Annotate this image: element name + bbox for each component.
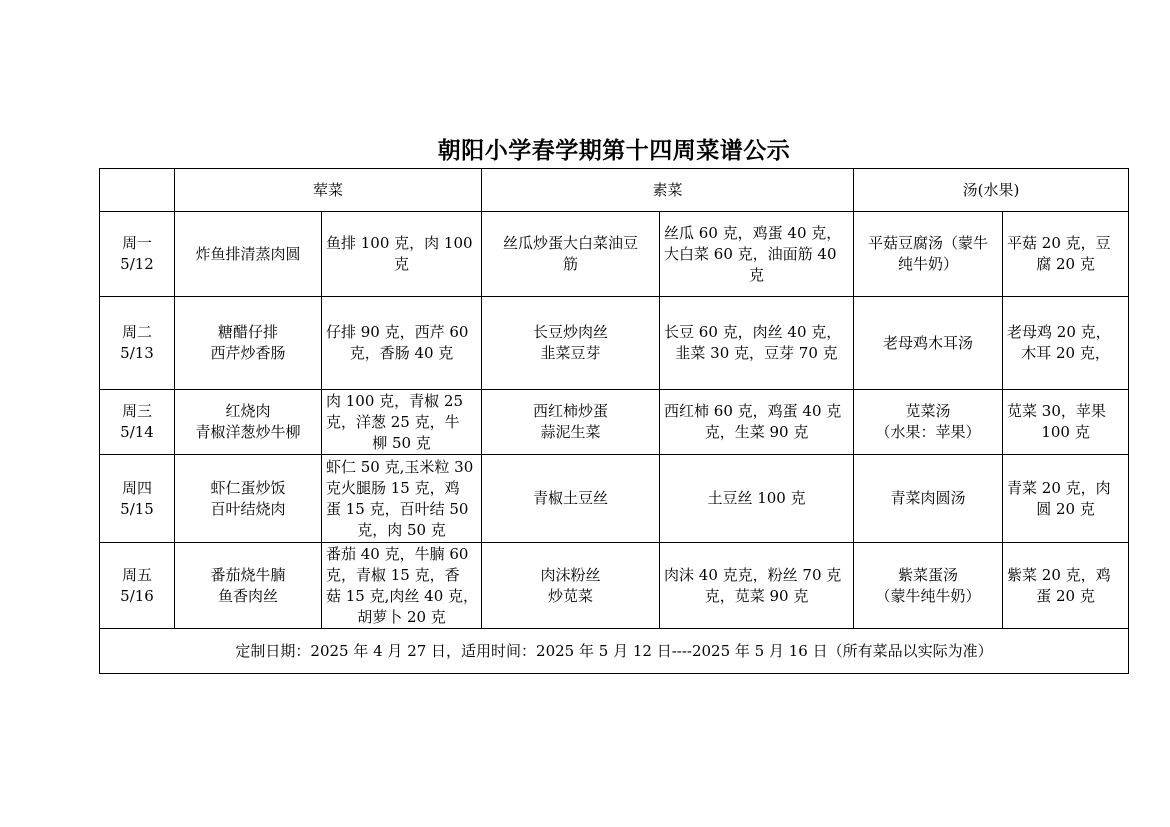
- cell-line: 丝瓜炒蛋大白菜油豆: [503, 234, 639, 252]
- soup-dish-cell: [854, 543, 1003, 629]
- soup-dish-cell: [854, 455, 1003, 543]
- meat-quantity-cell: [322, 390, 482, 455]
- cell-line: （水果：苹果）: [875, 423, 981, 441]
- cell-line: 百叶结烧肉: [210, 499, 286, 518]
- weekday-label: 周二: [121, 323, 152, 341]
- cell-line: 土豆丝 100 克: [707, 489, 806, 507]
- day-cell: [100, 297, 175, 390]
- cell-line: 蛋 15 克，百叶结 50: [326, 499, 469, 518]
- soup-quantity-cell: [1003, 390, 1129, 455]
- cell-line: 韭菜 30 克，豆芽 70 克: [675, 344, 838, 362]
- weekday-label: 周三: [121, 402, 152, 420]
- menu-row: [100, 297, 1129, 390]
- cell-line: 鱼排 100 克，肉 100: [326, 234, 473, 252]
- footer-row: [100, 629, 1129, 674]
- cell-line: 仔排 90 克，西芹 60: [326, 323, 469, 341]
- meat-quantity-cell: [322, 297, 482, 390]
- meat-dish-cell: [175, 212, 322, 297]
- cell-line: 克火腿肠 15 克，鸡: [326, 478, 460, 497]
- cell-line: 丝瓜 60 克，鸡蛋 40 克，: [664, 223, 842, 242]
- cell-line: 番茄 40 克，牛腩 60: [326, 544, 469, 563]
- cell-line: 肉沫粉丝: [540, 565, 601, 584]
- veg-dish-cell: [482, 297, 660, 390]
- cell-line: 蒜泥生菜: [540, 423, 601, 441]
- soup-dish-cell: [854, 297, 1003, 390]
- veg-dish-cell: [482, 543, 660, 629]
- cell-line: 平菇豆腐汤（蒙牛: [868, 234, 989, 252]
- date-label: 5/14: [120, 423, 154, 441]
- menu-row: [100, 390, 1129, 455]
- cell-line: 紫菜蛋汤: [898, 565, 959, 584]
- cell-line: 蛋 20 克: [1036, 586, 1095, 605]
- cell-line: 虾仁 50 克,玉米粒 30: [326, 457, 474, 476]
- cell-line: 红烧肉: [225, 402, 271, 420]
- cell-line: 克，生菜 90 克: [704, 423, 809, 441]
- soup-quantity-cell: [1003, 297, 1129, 390]
- meat-dish-cell: [175, 297, 322, 390]
- cell-line: 老母鸡木耳汤: [883, 333, 974, 352]
- header-blank-cell: [100, 169, 175, 212]
- cell-line: 筋: [563, 255, 579, 273]
- weekday-label: 周四: [121, 478, 152, 497]
- page-title: 朝阳小学春学期第十四周菜谱公示: [437, 137, 791, 164]
- header-row: [100, 169, 1129, 212]
- meat-quantity-cell: [322, 455, 482, 543]
- soup-quantity-cell: [1003, 212, 1129, 297]
- date-label: 5/12: [120, 255, 154, 273]
- cell-line: 克: [394, 255, 410, 273]
- cell-line: （蒙牛纯牛奶）: [875, 586, 981, 605]
- cell-line: 西红柿炒蛋: [533, 402, 609, 420]
- cell-line: 长豆炒肉丝: [533, 323, 609, 341]
- veg-quantity-cell: [660, 297, 854, 390]
- cell-line: 木耳 20 克，: [1021, 344, 1110, 362]
- cell-line: 克，苋菜 90 克: [704, 586, 809, 605]
- cell-line: 炸鱼排清蒸肉圆: [195, 244, 301, 263]
- cell-line: 虾仁蛋炒饭: [210, 478, 286, 497]
- cell-line: 韭菜豆芽: [540, 344, 601, 362]
- footer-note: 定制日期：2025 年 4 月 27 日，适用时间：2025 年 5 月 12 日----2025 年 5 月 16 日（所有菜品以实际为准）: [100, 629, 1129, 674]
- soup-dish-cell: [854, 212, 1003, 297]
- soup-quantity-cell: [1003, 543, 1129, 629]
- cell-line: 青菜肉圆汤: [890, 489, 966, 507]
- cell-line: 苋菜 30，苹果: [1007, 402, 1106, 420]
- cell-line: 克: [749, 265, 765, 284]
- veg-quantity-cell: [660, 212, 854, 297]
- menu-table: [99, 168, 1129, 674]
- cell-line: 纯牛奶）: [898, 255, 959, 273]
- menu-row: [100, 212, 1129, 297]
- cell-line: 菇 15 克,肉丝 40 克，: [326, 586, 479, 605]
- cell-line: 克，青椒 15 克，香: [326, 565, 460, 584]
- veg-quantity-cell: [660, 543, 854, 629]
- menu-row: [100, 543, 1129, 629]
- cell-line: 青椒洋葱炒牛柳: [195, 423, 301, 441]
- day-cell: [100, 390, 175, 455]
- soup-dish-cell: [854, 390, 1003, 455]
- cell-line: 克，肉 50 克: [357, 520, 446, 539]
- meat-dish-cell: [175, 455, 322, 543]
- soup-quantity-cell: [1003, 455, 1129, 543]
- header-soup: 汤(水果): [854, 169, 1129, 212]
- header-veg: 素菜: [482, 169, 854, 212]
- weekday-label: 周五: [121, 565, 152, 584]
- meat-dish-cell: [175, 543, 322, 629]
- cell-line: 老母鸡 20 克，: [1007, 323, 1111, 341]
- date-label: 5/15: [120, 499, 154, 518]
- cell-line: 大白菜 60 克，油面筋 40: [664, 244, 837, 263]
- veg-quantity-cell: [660, 455, 854, 543]
- veg-dish-cell: [482, 212, 660, 297]
- meat-quantity-cell: [322, 543, 482, 629]
- cell-line: 苋菜汤: [905, 402, 951, 420]
- cell-line: 腐 20 克: [1036, 255, 1095, 273]
- cell-line: 肉沫 40 克克，粉丝 70 克: [664, 565, 842, 584]
- cell-line: 青菜 20 克，肉: [1007, 478, 1111, 497]
- cell-line: 肉 100 克，青椒 25: [326, 391, 464, 410]
- cell-line: 紫菜 20 克，鸡: [1007, 565, 1111, 584]
- cell-line: 圆 20 克: [1036, 499, 1095, 518]
- cell-line: 平菇 20 克，豆: [1007, 234, 1111, 252]
- veg-quantity-cell: [660, 390, 854, 455]
- day-cell: [100, 543, 175, 629]
- cell-line: 克，洋葱 25 克，牛: [326, 412, 460, 431]
- veg-dish-cell: [482, 455, 660, 543]
- cell-line: 番茄烧牛腩: [210, 565, 286, 584]
- veg-dish-cell: [482, 390, 660, 455]
- cell-line: 糖醋仔排: [217, 323, 278, 341]
- meat-dish-cell: [175, 390, 322, 455]
- date-label: 5/13: [120, 344, 154, 362]
- header-meat: 荤菜: [175, 169, 482, 212]
- cell-line: 炒苋菜: [548, 586, 594, 605]
- cell-line: 100 克: [1041, 423, 1090, 441]
- cell-line: 柳 50 克: [372, 433, 431, 452]
- cell-line: 西芹炒香肠: [210, 344, 286, 362]
- cell-line: 鱼香肉丝: [217, 586, 278, 605]
- day-cell: [100, 212, 175, 297]
- cell-line: 胡萝卜 20 克: [357, 607, 446, 626]
- weekday-label: 周一: [121, 234, 152, 252]
- cell-line: 青椒土豆丝: [533, 489, 609, 507]
- meat-quantity-cell: [322, 212, 482, 297]
- cell-line: 西红柿 60 克，鸡蛋 40 克: [664, 402, 842, 420]
- date-label: 5/16: [120, 586, 154, 605]
- cell-line: 长豆 60 克，肉丝 40 克，: [664, 323, 842, 341]
- day-cell: [100, 455, 175, 543]
- cell-line: 克，香肠 40 克: [349, 344, 454, 362]
- menu-row: [100, 455, 1129, 543]
